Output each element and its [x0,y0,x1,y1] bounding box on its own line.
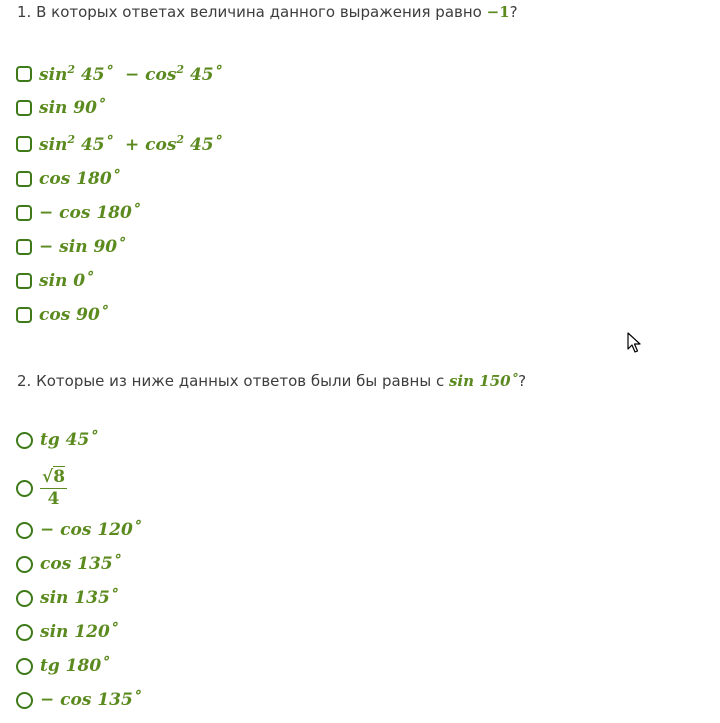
radio-button[interactable] [16,692,33,709]
radio-button[interactable] [16,480,33,497]
option-expression: cos 90˚ [39,305,109,325]
q2-option-1[interactable] [16,428,98,452]
radio-button[interactable] [16,624,33,641]
q2-option-8[interactable] [16,688,141,712]
option-expression: − cos 135˚ [40,690,142,710]
option-expression: cos 180˚ [39,169,121,189]
q1-option-5[interactable] [16,201,140,225]
radio-button[interactable] [16,590,33,607]
radio-button[interactable] [16,556,33,573]
option-expression: $\sin^2$ 45˚ − $\cos^2$ 45˚ [39,63,223,85]
checkbox[interactable] [16,66,32,82]
option-expression: tg 45˚ [40,430,98,450]
checkbox[interactable] [16,239,32,255]
option-expression: − sin 90˚ [39,237,126,257]
question-1-title: 1. В которых ответах величина данного выражения равно −1? [17,3,518,21]
radio-button[interactable] [16,432,33,449]
q2-option-5[interactable] [16,586,118,610]
option-expression: sin 90˚ [39,98,106,118]
q1-option-7[interactable] [16,269,94,293]
checkbox[interactable] [16,100,32,116]
q1-option-3[interactable] [16,132,222,156]
q2-option-4[interactable] [16,552,121,576]
q2-option-2[interactable] [16,466,67,510]
option-expression: sin 135˚ [40,588,119,608]
q1-option-8[interactable] [16,303,108,327]
radio-button[interactable] [16,522,33,539]
checkbox[interactable] [16,273,32,289]
option-expression: − cos 180˚ [39,203,141,223]
question-1-value: −1 [486,3,510,21]
question-2-title: 2. Которые из ниже данных ответов были бы равны с sin 150˚? [17,372,527,390]
q1-option-2[interactable] [16,96,105,120]
checkbox[interactable] [16,205,32,221]
option-expression: $\sin^2$ 45˚ + $\cos^2$ 45˚ [39,133,223,155]
question-2-value: sin 150˚ [448,372,519,390]
mouse-cursor-icon [627,332,641,354]
q1-option-1[interactable] [16,62,222,86]
q1-option-6[interactable] [16,235,126,259]
option-expression: sin 120˚ [40,622,119,642]
q1-option-4[interactable] [16,167,120,191]
option-expression: tg 180˚ [40,656,110,676]
option-expression: − cos 120˚ [40,520,142,540]
fraction-expression: $\frac{√8}{4}$ [42,467,66,509]
option-expression: cos 135˚ [40,554,122,574]
checkbox[interactable] [16,307,32,323]
checkbox[interactable] [16,171,32,187]
q2-option-6[interactable] [16,620,118,644]
radio-button[interactable] [16,658,33,675]
checkbox[interactable] [16,136,32,152]
q2-option-7[interactable] [16,654,110,678]
option-expression: sin 0˚ [39,271,94,291]
q2-option-3[interactable] [16,518,141,542]
